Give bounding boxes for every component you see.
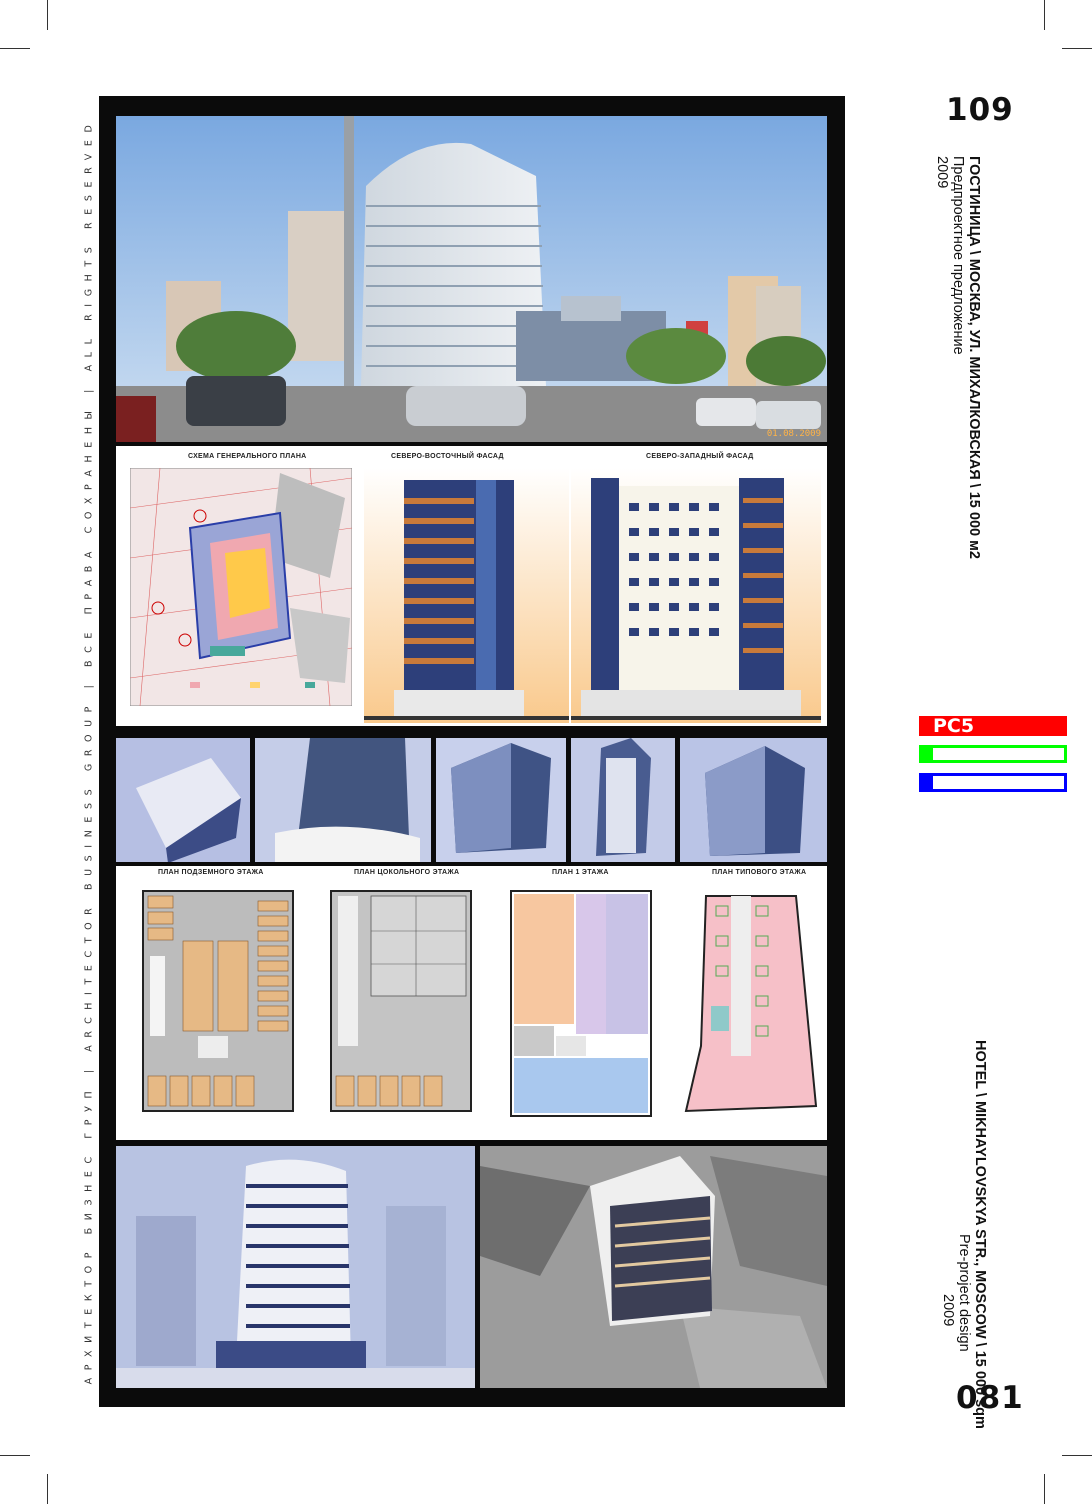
plan-underground-title: ПЛАН ПОДЗЕМНОГО ЭТАЖА xyxy=(158,869,264,876)
render-4 xyxy=(571,738,675,862)
crop-mark-bl-v xyxy=(47,1474,48,1504)
copyright-text: АРХИТЕКТОР БИЗНЕС ГРУП | ARCHITECTOR BUSINESS GROUP | ВСЕ ПРАВА СОХРАНЕНЫ | ALL RIGHTS RESERVED xyxy=(83,117,95,1385)
site-plan-title: СХЕМА ГЕНЕРАЛЬНОГО ПЛАНА xyxy=(188,453,307,460)
plan-typical-floor-title: ПЛАН ТИПОВОГО ЭТАЖА xyxy=(712,869,807,876)
nw-facade-drawing xyxy=(571,468,821,723)
render-large-left xyxy=(116,1146,475,1388)
nw-facade-title: СЕВЕРО-ЗАПАДНЫЙ ФАСАД xyxy=(646,453,754,460)
render-5 xyxy=(680,738,827,862)
page-number-top: 109 xyxy=(946,92,1014,128)
page-number-bottom: 081 xyxy=(956,1380,1024,1416)
project-title-ru: ГОСТИНИЦА \ МОСКВА, УЛ. МИХАЛКОВСКАЯ \ 15 000 м2 xyxy=(966,156,982,559)
crop-mark-tl-v xyxy=(47,0,48,30)
crop-mark-tr-v xyxy=(1044,0,1045,30)
legend-bar-blue xyxy=(919,773,1067,792)
plan-basement-drawing xyxy=(326,886,476,1116)
ne-facade-title: СЕВЕРО-ВОСТОЧНЫЙ ФАСАД xyxy=(391,453,504,460)
legend-bar-label: PC5 xyxy=(933,715,975,737)
project-subtitle-ru: Предпроектное предложение xyxy=(950,156,966,355)
site-plan-drawing xyxy=(130,468,352,706)
project-year-ru: 2009 xyxy=(934,156,950,189)
project-subtitle-en: Pre-project design xyxy=(956,1234,972,1352)
plan-first-floor-drawing xyxy=(506,886,656,1126)
crop-mark-tl-h xyxy=(0,48,30,49)
crop-mark-br-h xyxy=(1062,1455,1092,1456)
copyright-strip xyxy=(78,96,100,1406)
render-1 xyxy=(116,738,250,862)
plan-basement-title: ПЛАН ЦОКОЛЬНОГО ЭТАЖА xyxy=(354,869,460,876)
render-3 xyxy=(436,738,566,862)
crop-mark-tr-h xyxy=(1062,48,1092,49)
plan-first-floor-title: ПЛАН 1 ЭТАЖА xyxy=(552,869,609,876)
legend-bar-green xyxy=(919,745,1067,763)
project-title-en: HOTEL \ MIKHAYLOVSKYA STR., MOSCOW \ 15 000 sqm xyxy=(972,1040,988,1429)
legend-bar-red xyxy=(919,716,1067,736)
floor-plans-panel xyxy=(116,866,827,1140)
photo-date-stamp: 01.08.2009 xyxy=(766,429,821,439)
project-year-en: 2009 xyxy=(940,1294,956,1327)
drawings-panel xyxy=(116,446,827,726)
plan-underground-drawing xyxy=(138,886,298,1116)
street-photo xyxy=(116,116,827,442)
plan-typical-floor-drawing xyxy=(676,886,826,1126)
render-2 xyxy=(255,738,431,862)
render-large-right xyxy=(480,1146,827,1388)
crop-mark-bl-h xyxy=(0,1455,30,1456)
crop-mark-br-v xyxy=(1044,1474,1045,1504)
ne-facade-drawing xyxy=(364,468,569,723)
